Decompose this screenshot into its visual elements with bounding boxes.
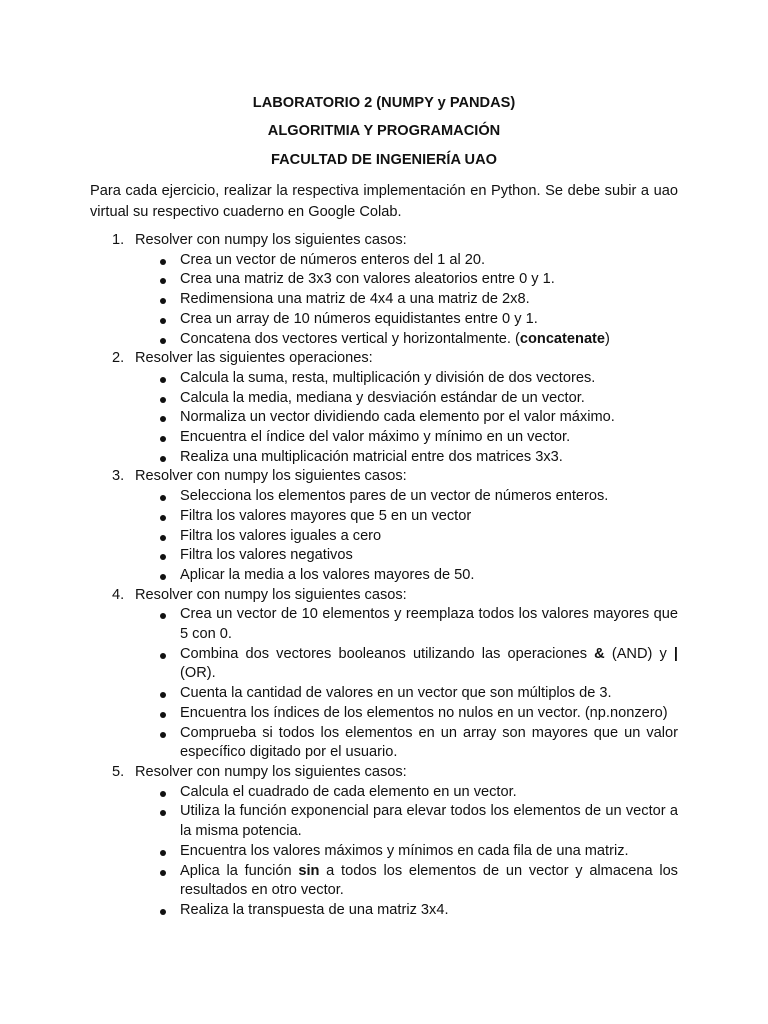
task-item [90,270,678,290]
bullet-icon [160,318,166,324]
task-text: a todos los elementos de un vector y almacena los resultados en otro vector. [180,862,678,899]
exercise-list [90,231,678,921]
task-text: (OR). [180,665,216,682]
exercise-number: 4. [112,586,125,603]
task-item [90,448,678,468]
bullet-icon [160,397,166,403]
task-text: Realiza la transpuesta de una matriz 3x4. [180,901,449,918]
exercise-number: 1. [112,232,125,248]
bullet-icon [160,810,166,816]
task-text: Crea un vector de números enteros del 1 al 20. [180,251,486,268]
bullet-icon [160,278,166,284]
task-item [90,684,678,704]
bullet-icon [160,870,166,876]
document-title: LABORATORIO 2 (NUMPY y PANDAS) [252,95,516,111]
task-keyword: sin [298,862,320,879]
bullet-icon [160,298,166,304]
task-text: Filtra los valores negativos [180,547,353,564]
exercise-item [90,349,678,467]
task-text: Aplica la función [180,862,299,879]
bullet-icon [160,712,166,718]
task-text: Calcula la media, mediana y desviación estándar de un vector. [180,389,585,406]
task-item [90,290,678,310]
task-list [90,783,678,921]
task-text: Aplicar la media a los valores mayores de 50. [180,566,475,583]
task-item [90,546,678,566]
task-text: ) [605,330,610,347]
bullet-icon [160,259,166,265]
task-item [90,862,678,901]
task-item [90,704,678,724]
task-text: Combina dos vectores booleanos utilizando las operaciones [180,645,595,662]
exercise-item [90,231,678,349]
bullet-icon [160,791,166,797]
faculty-title: FACULTAD DE INGENIERÍA UAO [271,152,497,168]
task-keyword: & [594,645,605,662]
task-list [90,487,678,586]
task-text: Calcula la suma, resta, multiplicación y división de dos vectores. [180,369,596,386]
bullet-icon [160,416,166,422]
exercise-item [90,586,678,763]
task-text: Encuentra los índices de los elementos no nulos en un vector. (np.nonzero) [180,704,668,721]
task-list [90,369,678,468]
task-list [90,251,678,350]
exercise-title: Resolver con numpy los siguientes casos: [135,468,407,485]
task-item [90,389,678,409]
exercise-number: 5. [112,763,125,780]
bullet-icon [160,495,166,501]
task-item [90,783,678,803]
task-text: Calcula el cuadrado de cada elemento en un vector. [180,783,517,800]
task-text: Comprueba si todos los elementos en un array son mayores que un valor específico digitado por el usuario. [180,724,678,761]
task-text: Crea una matriz de 3x3 con valores aleatorios entre 0 y 1. [180,271,555,288]
task-item [90,901,678,921]
bullet-icon [160,535,166,541]
exercise-item [90,467,678,585]
task-keyword: concatenate [519,330,606,347]
task-item [90,310,678,330]
task-text: Normaliza un vector dividiendo cada elemento por el valor máximo. [180,409,615,426]
task-text: Encuentra el índice del valor máximo y mínimo en un vector. [180,429,571,446]
bullet-icon [160,732,166,738]
bullet-icon [160,456,166,462]
bullet-icon [160,554,166,560]
bullet-icon [160,515,166,521]
bullet-icon [160,909,166,915]
bullet-icon [160,653,166,659]
bullet-icon [160,338,166,344]
intro-paragraph: Para cada ejercicio, realizar la respectiva implementación en Python. Se debe subir a uao virtual su respectivo cuaderno en Google Colab. [90,183,678,220]
task-item [90,605,678,644]
task-item [90,527,678,547]
task-item [90,842,678,862]
task-item [90,251,678,271]
bullet-icon [160,436,166,442]
task-text: Redimensiona una matriz de 4x4 a una matriz de 2x8. [180,291,530,308]
task-item [90,507,678,527]
task-text: Encuentra los valores máximos y mínimos en cada fila de una matriz. [180,842,629,859]
task-item [90,428,678,448]
task-item [90,487,678,507]
exercise-number: 2. [112,350,125,367]
bullet-icon [160,377,166,383]
exercise-item [90,763,678,921]
task-text: Crea un vector de 10 elementos y reemplaza todos los valores mayores que 5 con 0. [180,606,678,643]
task-text: (AND) y [604,645,674,662]
bullet-icon [160,574,166,580]
exercise-title: Resolver con numpy los siguientes casos: [135,232,407,248]
course-title: ALGORITMIA Y PROGRAMACIÓN [267,123,501,139]
task-text: Filtra los valores iguales a cero [180,527,382,544]
task-text: Selecciona los elementos pares de un vector de números enteros. [180,488,609,505]
bullet-icon [160,692,166,698]
bullet-icon [160,613,166,619]
task-text: Realiza una multiplicación matricial entre dos matrices 3x3. [180,448,563,465]
task-list [90,605,678,763]
task-item [90,566,678,586]
exercise-title: Resolver con numpy los siguientes casos: [135,763,407,780]
task-text: Concatena dos vectores vertical y horizontalmente. ( [180,330,520,347]
bullet-icon [160,850,166,856]
task-item [90,724,678,763]
task-keyword: | [673,645,679,662]
task-item [90,369,678,389]
exercise-title: Resolver las siguientes operaciones: [135,350,373,367]
task-item [90,330,678,350]
task-text: Cuenta la cantidad de valores en un vector que son múltiplos de 3. [180,685,612,702]
task-item [90,408,678,428]
task-text: Crea un array de 10 números equidistantes entre 0 y 1. [180,310,538,327]
task-item [90,802,678,841]
task-item [90,645,678,684]
exercise-title: Resolver con numpy los siguientes casos: [135,586,407,603]
task-text: Filtra los valores mayores que 5 en un vector [180,507,472,524]
task-text: Utiliza la función exponencial para elevar todos los elementos de un vector a la misma potencia. [180,803,678,840]
exercise-number: 3. [112,468,125,485]
